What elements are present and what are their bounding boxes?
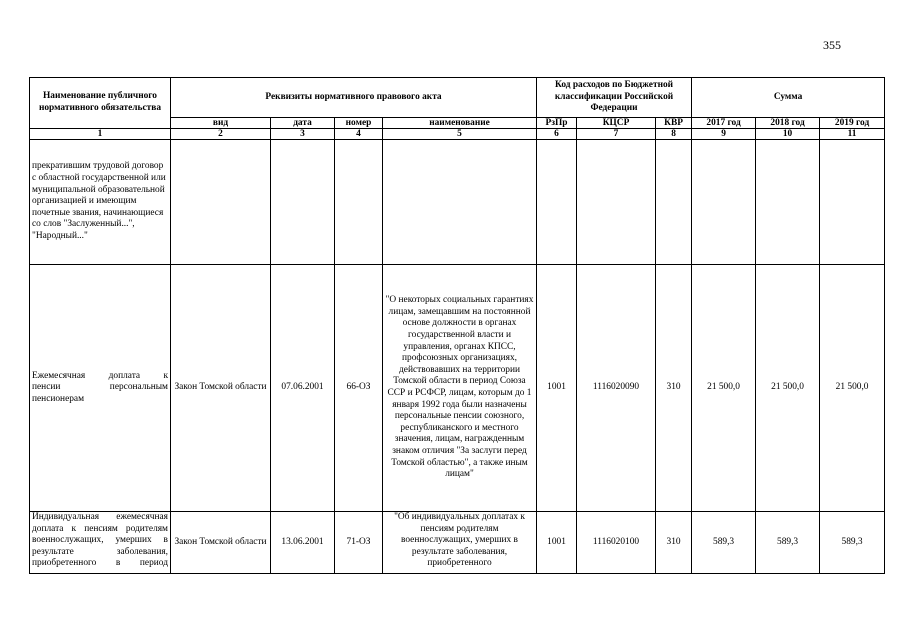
act-name: "О некоторых социальных гарантиях лицам, замещавшим на постоянной основе должности в органах государственной власти и управления, органах КПСС, профсоюзных организациях, действовавших на территории Томской области в период Союза ССР и РСФСР, лицам, которым до 1 января 1992 года были назначены персональные пенсии союзного, республиканского и местного значения, лицам, награжденным знаком отличия "За заслуги перед Томской областью", а также иным лицам" <box>383 265 537 512</box>
amount-2018: 21 500,0 <box>756 265 820 512</box>
kcsr <box>577 140 656 265</box>
header-name: наименование <box>383 118 537 129</box>
table-row <box>30 265 885 512</box>
header-number: номер <box>335 118 383 129</box>
header-act: Реквизиты нормативного правового акта <box>171 78 537 118</box>
column-number: 2 <box>171 129 271 140</box>
column-number-row <box>30 129 885 140</box>
act-name: "Об индивидуальных доплатах к пенсиям родителям военнослужащих, умерших в результате заболевания, приобретенного <box>383 512 537 574</box>
header-date: дата <box>271 118 335 129</box>
table-row <box>30 140 885 265</box>
column-number: 10 <box>756 129 820 140</box>
act-date: 07.06.2001 <box>271 265 335 512</box>
kcsr: 1116020090 <box>577 265 656 512</box>
amount-2018: 589,3 <box>756 512 820 574</box>
amount-2019: 589,3 <box>820 512 885 574</box>
act-number: 71-ОЗ <box>335 512 383 574</box>
column-number: 6 <box>537 129 577 140</box>
column-number: 8 <box>656 129 692 140</box>
column-number: 3 <box>271 129 335 140</box>
column-number: 9 <box>692 129 756 140</box>
rzpr: 1001 <box>537 265 577 512</box>
act-type: Закон Томской области <box>171 265 271 512</box>
obligation-name: прекратившим трудовой договор с областной государственной или муниципальной образовательной организацией и имеющим почетные звания, начинающиеся со слов "Заслуженный...", "Народный..." <box>30 140 171 265</box>
header-rzpr: РзПр <box>537 118 577 129</box>
column-number: 4 <box>335 129 383 140</box>
act-type <box>171 140 271 265</box>
obligation-name: Ежемесячная доплата к пенсии персональным пенсионерам <box>30 265 171 512</box>
kvr: 310 <box>656 265 692 512</box>
header-2019: 2019 год <box>820 118 885 129</box>
header-budget-code: Код расходов по Бюджетной классификации Российской Федерации <box>537 78 692 118</box>
column-number: 11 <box>820 129 885 140</box>
rzpr <box>537 140 577 265</box>
header-row-top <box>30 78 885 118</box>
amount-2017 <box>692 140 756 265</box>
header-obligation: Наименование публичного нормативного обязательства <box>30 78 171 129</box>
header-2017: 2017 год <box>692 118 756 129</box>
page-number: 355 <box>823 38 841 52</box>
amount-2019: 21 500,0 <box>820 265 885 512</box>
table-row <box>30 512 885 574</box>
act-name <box>383 140 537 265</box>
obligations-table <box>29 77 885 574</box>
header-kvr: КВР <box>656 118 692 129</box>
header-2018: 2018 год <box>756 118 820 129</box>
act-date: 13.06.2001 <box>271 512 335 574</box>
column-number: 7 <box>577 129 656 140</box>
amount-2017: 21 500,0 <box>692 265 756 512</box>
act-date <box>271 140 335 265</box>
act-number: 66-ОЗ <box>335 265 383 512</box>
amount-2017: 589,3 <box>692 512 756 574</box>
column-number: 5 <box>383 129 537 140</box>
kvr: 310 <box>656 512 692 574</box>
amount-2019 <box>820 140 885 265</box>
column-number: 1 <box>30 129 171 140</box>
header-kcsr: КЦСР <box>577 118 656 129</box>
rzpr: 1001 <box>537 512 577 574</box>
kvr <box>656 140 692 265</box>
act-number <box>335 140 383 265</box>
kcsr: 1116020100 <box>577 512 656 574</box>
obligation-name: Индивидуальная ежемесячная доплата к пенсиям родителям военнослужащих, умерших в результате заболевания, приобретенного в период <box>30 512 171 574</box>
act-type: Закон Томской области <box>171 512 271 574</box>
header-type: вид <box>171 118 271 129</box>
header-sum: Сумма <box>692 78 885 118</box>
amount-2018 <box>756 140 820 265</box>
